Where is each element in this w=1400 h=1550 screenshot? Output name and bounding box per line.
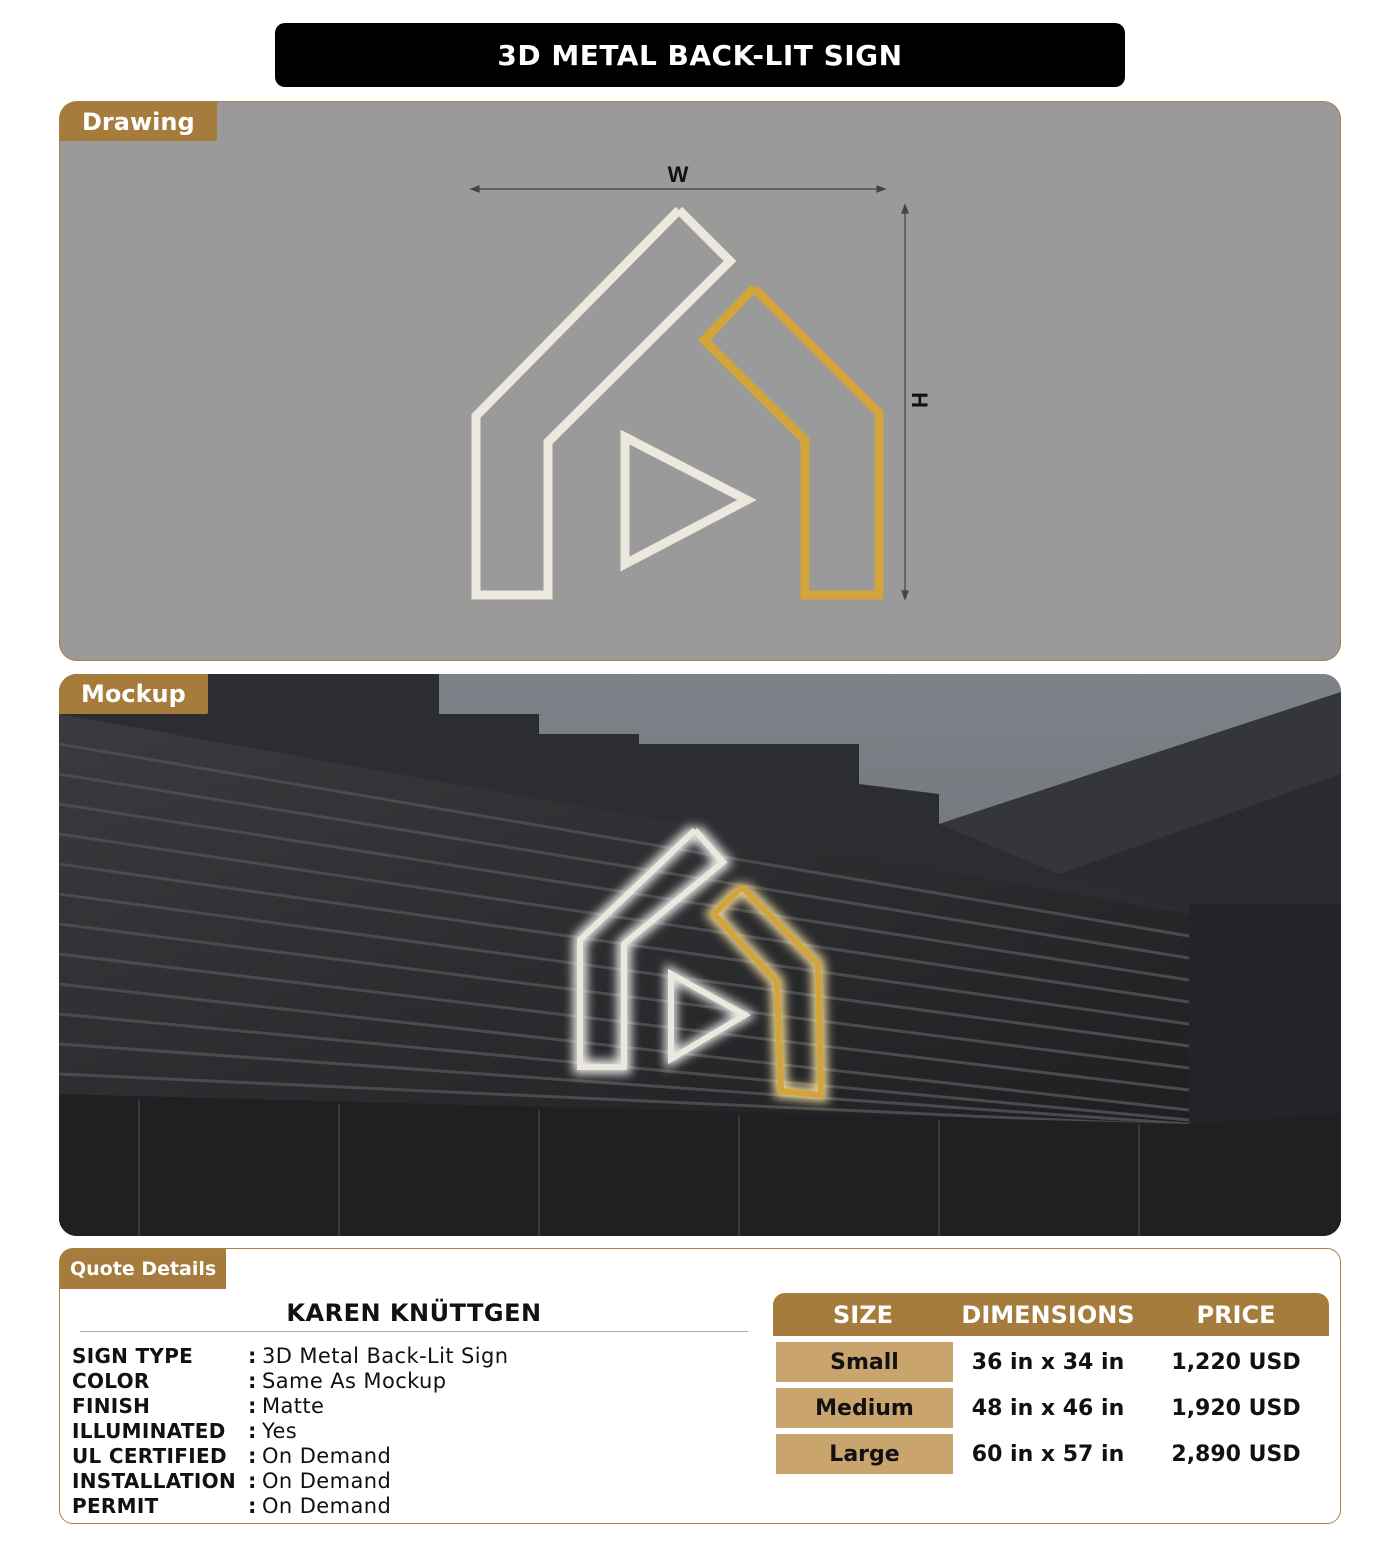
spec-colon: : xyxy=(248,1368,257,1393)
mockup-tab-label: Mockup xyxy=(59,674,208,714)
size-cell: Large xyxy=(776,1434,953,1474)
spec-value: On Demand xyxy=(262,1443,392,1468)
spec-value: On Demand xyxy=(262,1468,392,1493)
quote-panel xyxy=(59,1248,1341,1524)
spec-key: PERMIT xyxy=(72,1493,159,1518)
drawing-tab-label: Drawing xyxy=(60,102,217,141)
spec-value: Same As Mockup xyxy=(262,1368,447,1393)
spec-key: SIGN TYPE xyxy=(72,1343,194,1368)
price-cell: 1,920 USD xyxy=(1171,1395,1301,1421)
spec-colon: : xyxy=(248,1418,257,1443)
spec-key: ILLUMINATED xyxy=(72,1418,226,1443)
spec-key: FINISH xyxy=(72,1393,151,1418)
spec-row-illuminated xyxy=(72,1418,508,1443)
spec-colon: : xyxy=(248,1343,257,1368)
spec-list xyxy=(72,1343,508,1518)
header-dimensions: DIMENSIONS xyxy=(961,1300,1135,1329)
price-table xyxy=(773,1293,1329,1474)
logo-play-triangle xyxy=(625,437,747,564)
spec-value: On Demand xyxy=(262,1493,392,1518)
spec-value: 3D Metal Back-Lit Sign xyxy=(262,1343,509,1368)
customer-divider xyxy=(80,1331,748,1332)
spec-key: INSTALLATION xyxy=(72,1468,236,1493)
header-price: PRICE xyxy=(1196,1300,1276,1329)
spec-key: COLOR xyxy=(72,1368,150,1393)
mockup-panel xyxy=(59,674,1341,1236)
spec-colon: : xyxy=(248,1393,257,1418)
logo-left-roof-shape xyxy=(476,210,730,595)
spec-row-permit xyxy=(72,1493,508,1518)
header-size: SIZE xyxy=(832,1300,893,1329)
spec-value: Matte xyxy=(262,1393,325,1418)
width-label: W xyxy=(667,162,689,187)
logo-drawing xyxy=(60,102,1341,661)
spec-row-installation xyxy=(72,1468,508,1493)
size-cell: Small xyxy=(776,1342,953,1382)
drawing-panel xyxy=(59,101,1341,661)
table-row xyxy=(773,1342,1329,1382)
table-row xyxy=(773,1434,1329,1474)
spec-row-color xyxy=(72,1368,508,1393)
page-title: 3D METAL BACK-LIT SIGN xyxy=(275,23,1125,87)
customer-name: KAREN KNÜTTGEN xyxy=(286,1299,542,1327)
height-label: H xyxy=(907,392,932,408)
spec-key: UL CERTIFIED xyxy=(72,1443,227,1468)
logo-right-roof-shape xyxy=(704,288,879,595)
spec-colon: : xyxy=(248,1493,257,1518)
spec-row-ul-certified xyxy=(72,1443,508,1468)
spec-row-sign-type xyxy=(72,1343,508,1368)
spec-colon: : xyxy=(248,1443,257,1468)
spec-row-finish xyxy=(72,1393,508,1418)
table-row xyxy=(773,1388,1329,1428)
dimensions-cell: 48 in x 46 in xyxy=(971,1395,1125,1421)
quote-tab-label: Quote Details xyxy=(60,1249,226,1289)
spec-value: Yes xyxy=(262,1418,298,1443)
dimensions-cell: 36 in x 34 in xyxy=(971,1349,1125,1375)
size-cell: Medium xyxy=(776,1388,953,1428)
spec-colon: : xyxy=(248,1468,257,1493)
price-table-header xyxy=(773,1293,1329,1336)
mockup-scene xyxy=(59,674,1341,1236)
dimensions-cell: 60 in x 57 in xyxy=(971,1441,1125,1467)
price-cell: 1,220 USD xyxy=(1171,1349,1301,1375)
price-cell: 2,890 USD xyxy=(1171,1441,1301,1467)
